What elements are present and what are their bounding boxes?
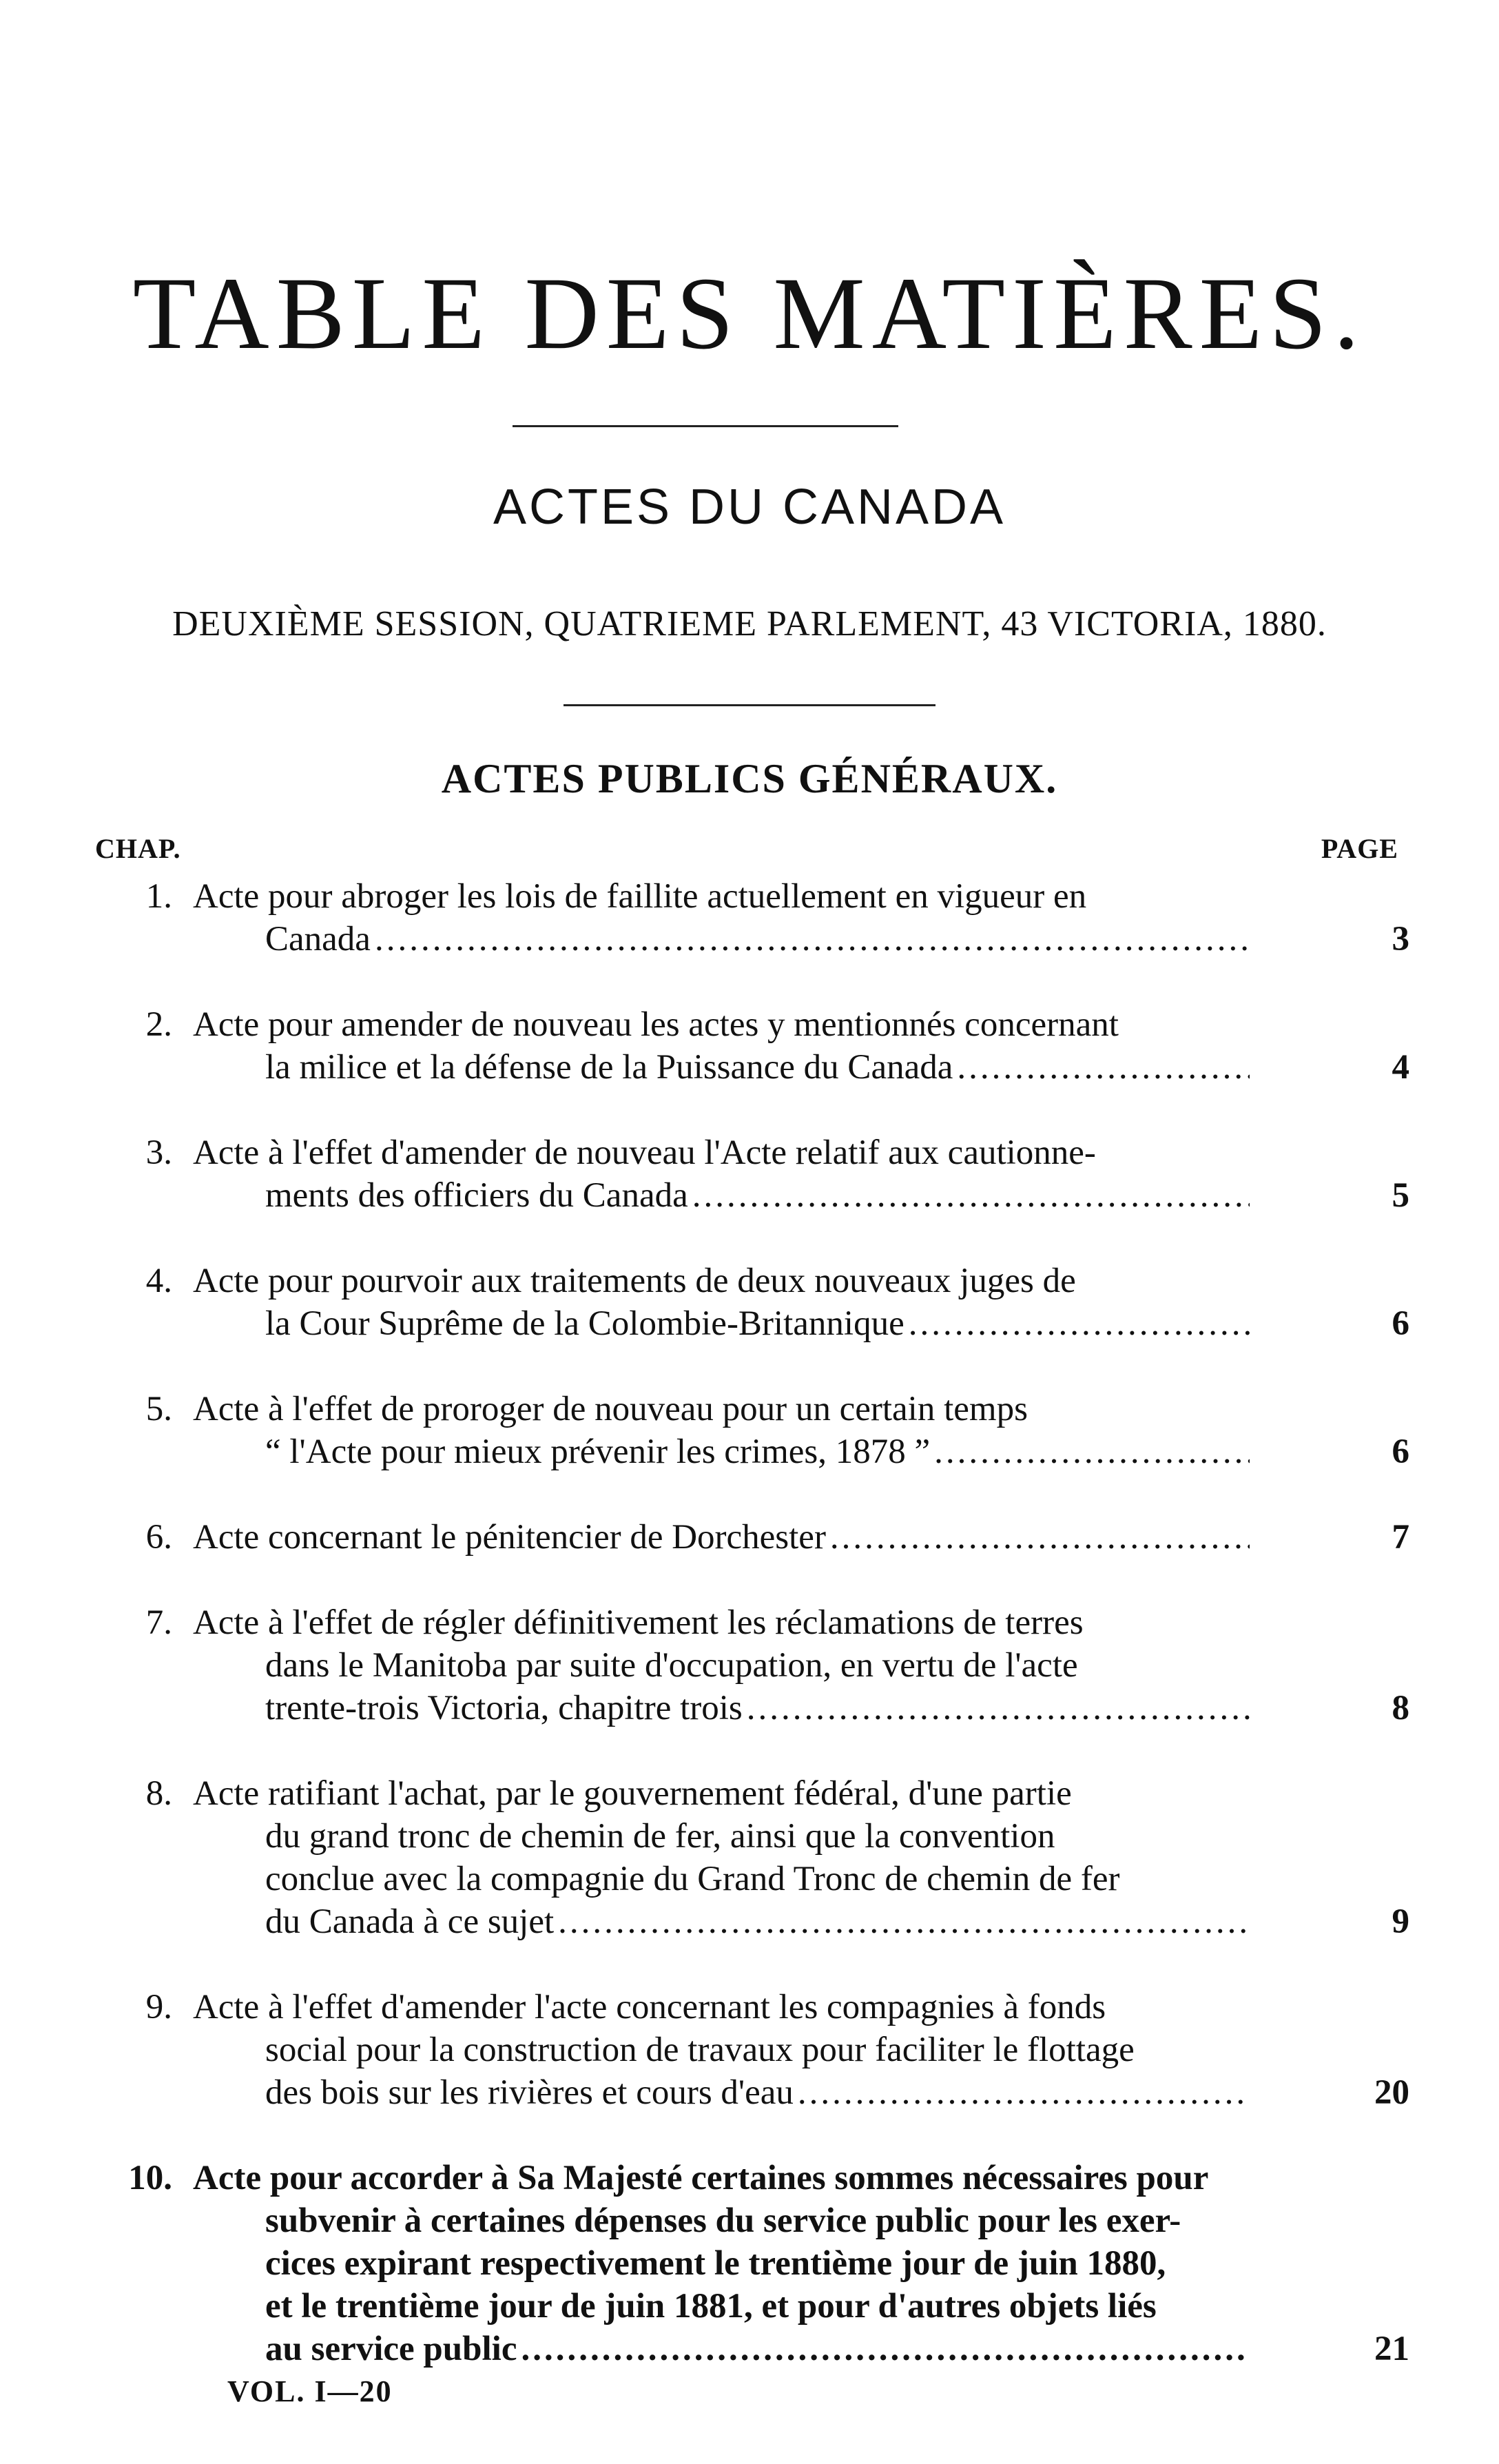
page-number: 4 xyxy=(1392,1048,1409,1087)
dot-leader xyxy=(934,1430,1250,1473)
entry-line: “ l'Acte pour mieux prévenir les crimes, 1878 ” xyxy=(265,1433,931,1471)
entry-line: trente-trois Victoria, chapitre trois xyxy=(265,1689,743,1727)
entry-line: Acte concernant le pénitencier de Dorchester xyxy=(193,1518,826,1557)
toc-entry xyxy=(90,875,1409,961)
entry-last-line xyxy=(193,1174,1254,1217)
dot-leader xyxy=(830,1516,1250,1559)
dot-leader xyxy=(747,1687,1250,1729)
page-number: 6 xyxy=(1392,1304,1409,1343)
entry-line: Acte pour amender de nouveau les actes y mentionnés concernant xyxy=(193,1005,1119,1044)
toc-entry xyxy=(90,1131,1409,1217)
entry-line: conclue avec la compagnie du Grand Tronc de chemin de fer xyxy=(265,1860,1120,1898)
title-divider xyxy=(513,425,898,427)
session-divider xyxy=(564,704,935,706)
chapter-number: 1. xyxy=(145,877,172,916)
entry-line: du Canada à ce sujet xyxy=(265,1902,555,1941)
volume-signature: VOL. I—20 xyxy=(227,2374,393,2408)
page-number: 6 xyxy=(1392,1433,1409,1471)
entry-line: cices expirant respectivement le trentième jour de juin 1880, xyxy=(265,2244,1166,2283)
page-number: 9 xyxy=(1392,1902,1409,1941)
dot-leader xyxy=(909,1302,1250,1345)
entry-line: Canada xyxy=(265,920,371,958)
entry-last-line xyxy=(193,918,1254,961)
table-of-contents xyxy=(90,875,1409,2413)
dot-leader xyxy=(558,1900,1250,1943)
toc-entry xyxy=(90,1516,1409,1559)
entry-text xyxy=(193,1260,1254,1345)
chapter-number: 9. xyxy=(145,1988,172,2026)
toc-entry xyxy=(90,1003,1409,1089)
entry-line: la milice et la défense de la Puissance du Canada xyxy=(265,1048,953,1087)
entry-last-line xyxy=(193,2328,1254,2370)
chapter-number: 5. xyxy=(145,1390,172,1428)
page-title: TABLE DES MATIÈRES. xyxy=(132,256,1367,371)
entry-line: Acte pour accorder à Sa Majesté certaines sommes nécessaires pour xyxy=(193,2159,1209,2197)
entry-line: Acte à l'effet d'amender de nouveau l'Acte relatif aux cautionne- xyxy=(193,1133,1096,1172)
entry-line: ments des officiers du Canada xyxy=(265,1176,688,1215)
dot-leader xyxy=(375,918,1250,961)
chapter-number: 6. xyxy=(145,1518,172,1557)
dot-leader xyxy=(692,1174,1250,1217)
entry-last-line xyxy=(193,1687,1254,1729)
chapter-number: 3. xyxy=(145,1133,172,1172)
chapter-number: 8. xyxy=(145,1774,172,1813)
entry-line: Acte à l'effet de proroger de nouveau pour un certain temps xyxy=(193,1390,1028,1428)
entry-line: Acte ratifiant l'achat, par le gouvernement fédéral, d'une partie xyxy=(193,1774,1072,1813)
entry-line: social pour la construction de travaux pour faciliter le flottage xyxy=(265,2031,1135,2069)
toc-entry xyxy=(90,2157,1409,2370)
entry-line: dans le Manitoba par suite d'occupation, en vertu de l'acte xyxy=(265,1646,1078,1685)
section-heading: ACTES PUBLICS GÉNÉRAUX. xyxy=(441,756,1058,801)
entry-last-line xyxy=(193,1430,1254,1473)
page-number: 5 xyxy=(1392,1176,1409,1215)
entry-last-line xyxy=(193,2071,1254,2114)
entry-line: Acte pour abroger les lois de faillite actuellement en vigueur en xyxy=(193,877,1087,916)
page-number: 20 xyxy=(1374,2073,1409,2112)
chapter-number: 10. xyxy=(128,2159,172,2197)
subtitle: ACTES DU CANADA xyxy=(493,480,1006,535)
dot-leader xyxy=(798,2071,1250,2114)
entry-text xyxy=(193,1516,1254,1559)
entry-line: Acte à l'effet de régler définitivement les réclamations de terres xyxy=(193,1603,1084,1642)
page-number: 8 xyxy=(1392,1689,1409,1727)
entry-text xyxy=(193,875,1254,961)
session-line: DEUXIÈME SESSION, QUATRIEME PARLEMENT, 43 VICTORIA, 1880. xyxy=(172,604,1327,644)
toc-entry xyxy=(90,1388,1409,1473)
entry-text xyxy=(193,1388,1254,1473)
toc-entry xyxy=(90,1986,1409,2114)
entry-text xyxy=(193,2157,1254,2370)
entry-line: Acte pour pourvoir aux traitements de deux nouveaux juges de xyxy=(193,1262,1076,1300)
toc-entry xyxy=(90,1601,1409,1729)
chapter-number: 7. xyxy=(145,1603,172,1642)
toc-entry xyxy=(90,1260,1409,1345)
entry-text xyxy=(193,1601,1254,1729)
dot-leader xyxy=(521,2328,1250,2370)
entry-line: la Cour Suprême de la Colombie-Britannique xyxy=(265,1304,904,1343)
chapter-number: 2. xyxy=(145,1005,172,1044)
entry-line: Acte à l'effet d'amender l'acte concernant les compagnies à fonds xyxy=(193,1988,1106,2026)
entry-text xyxy=(193,1772,1254,1943)
entry-line: et le trentième jour de juin 1881, et pour d'autres objets liés xyxy=(265,2287,1157,2326)
entry-last-line xyxy=(193,1046,1254,1089)
entry-last-line xyxy=(193,1900,1254,1943)
page-number: 3 xyxy=(1392,920,1409,958)
entry-line: des bois sur les rivières et cours d'eau xyxy=(265,2073,794,2112)
entry-text xyxy=(193,1986,1254,2114)
entry-text xyxy=(193,1131,1254,1217)
toc-entry xyxy=(90,1772,1409,1943)
entry-text xyxy=(193,1003,1254,1089)
entry-last-line xyxy=(193,1516,1254,1559)
entry-last-line xyxy=(193,1302,1254,1345)
page-number: 21 xyxy=(1374,2330,1409,2368)
entry-line: subvenir à certaines dépenses du service public pour les exer- xyxy=(265,2201,1181,2240)
chapter-number: 4. xyxy=(145,1262,172,1300)
column-header-page: PAGE xyxy=(1321,833,1398,864)
page-number: 7 xyxy=(1392,1518,1409,1557)
entry-line: au service public xyxy=(265,2330,517,2368)
entry-line: du grand tronc de chemin de fer, ainsi que la convention xyxy=(265,1817,1055,1856)
column-header-chap: CHAP. xyxy=(95,833,181,864)
dot-leader xyxy=(957,1046,1250,1089)
